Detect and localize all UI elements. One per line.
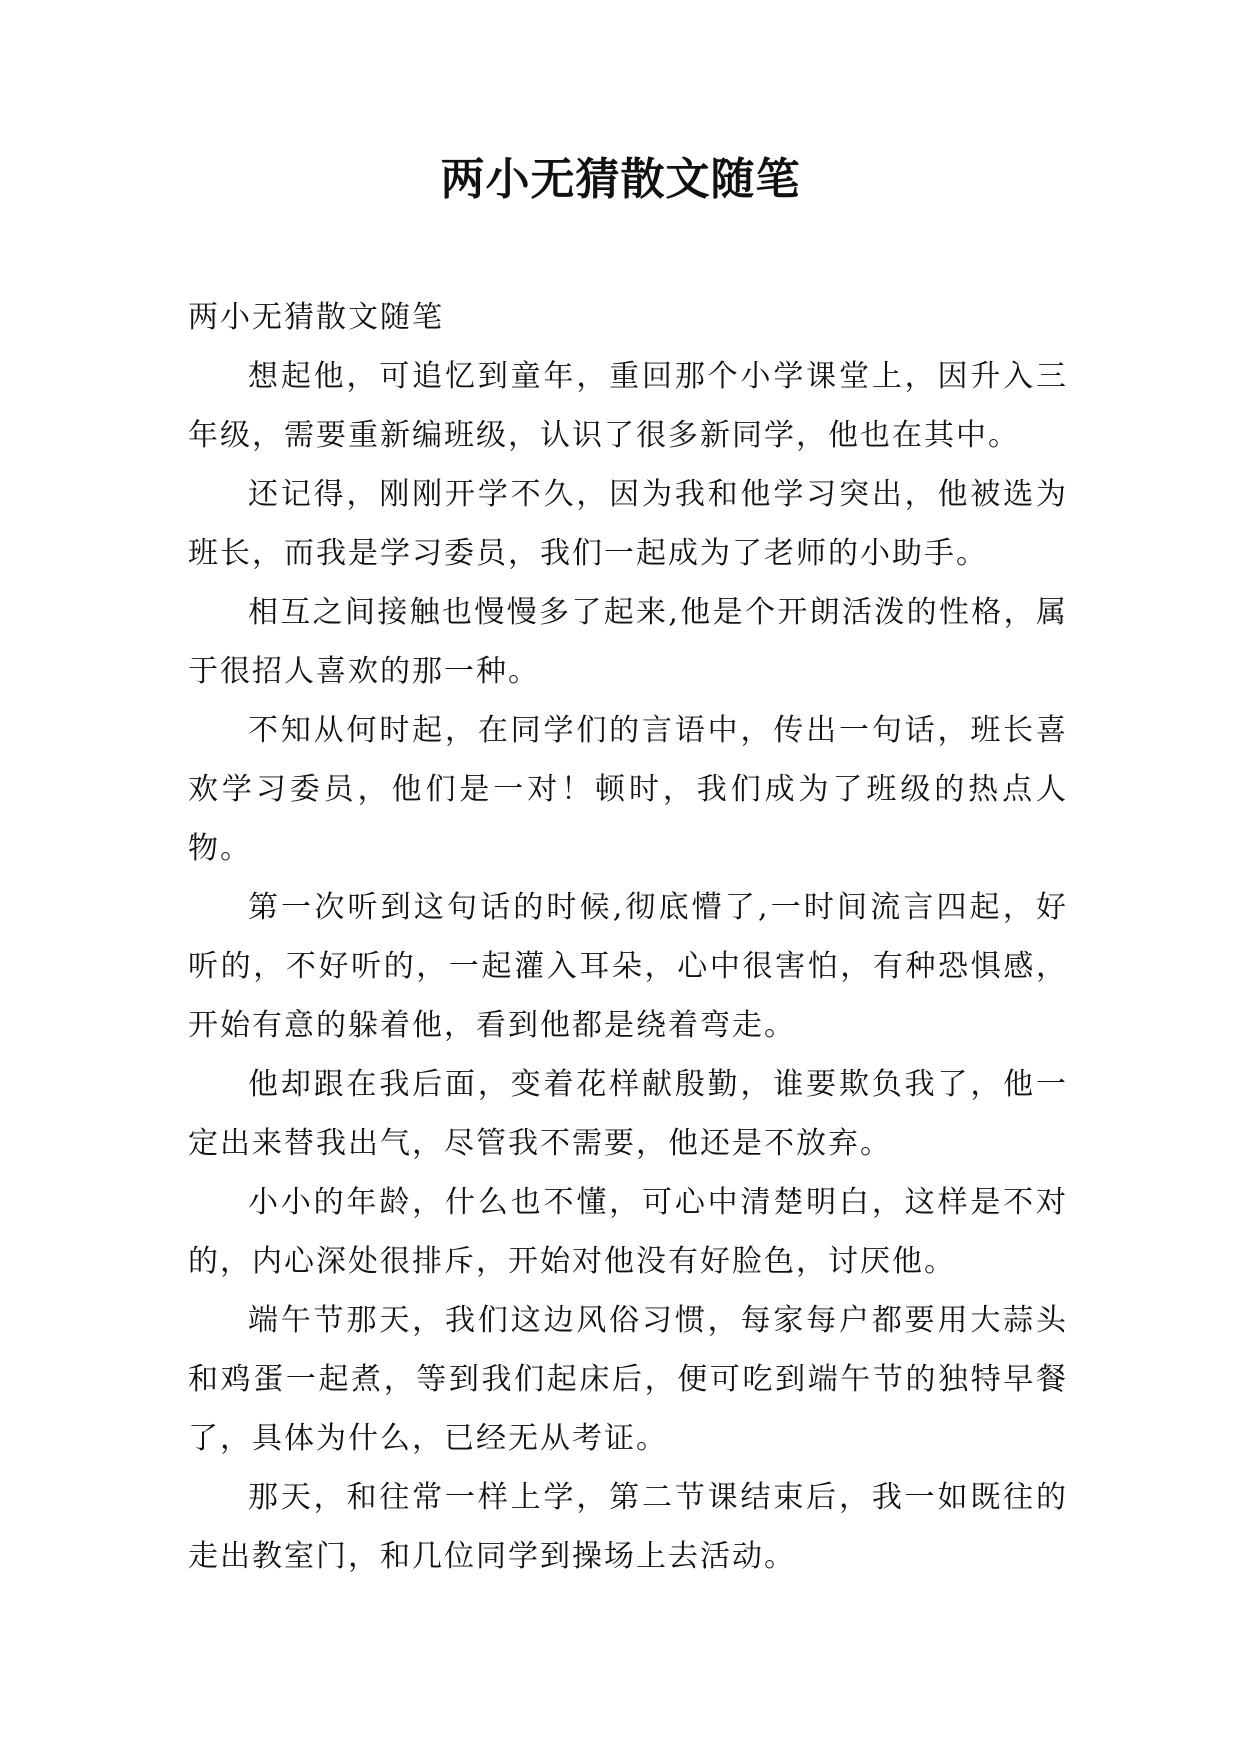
document-body: [188, 288, 1068, 1586]
paragraph-3: 相互之间接触也慢慢多了起来,他是个开朗活泼的性格，属于很招人喜欢的那一种。: [188, 595, 1068, 689]
paragraph-9: 那天，和往常一样上学，第二节课结束后，我一如既往的走出教室门，和几位同学到操场上去活动。: [188, 1480, 1068, 1574]
paragraph-7: 小小的年龄，什么也不懂，可心中清楚明白，这样是不对的，内心深处很排斥，开始对他没有好脸色，讨厌他。: [188, 1185, 1068, 1279]
paragraph-2: 还记得，刚刚开学不久，因为我和他学习突出，他被选为班长，而我是学习委员，我们一起成为了老师的小助手。: [188, 477, 1068, 571]
paragraph-4: 不知从何时起，在同学们的言语中，传出一句话，班长喜欢学习委员，他们是一对！顿时，我们成为了班级的热点人物。: [188, 713, 1068, 866]
paragraph-1: 想起他，可追忆到童年，重回那个小学课堂上，因升入三年级，需要重新编班级，认识了很多新同学，他也在其中。: [188, 359, 1068, 453]
paragraph-5: 第一次听到这句话的时候,彻底懵了,一时间流言四起，好听的，不好听的，一起灌入耳朵，心中很害怕，有种恐惧感，开始有意的躲着他，看到他都是绕着弯走。: [188, 890, 1068, 1043]
document-subtitle: 两小无猜散文随笔: [188, 300, 444, 335]
paragraph-6: 他却跟在我后面，变着花样献殷勤，谁要欺负我了，他一定出来替我出气，尽管我不需要，他还是不放弃。: [188, 1067, 1068, 1161]
paragraph-8: 端午节那天，我们这边风俗习惯，每家每户都要用大蒜头和鸡蛋一起煮，等到我们起床后，便可吃到端午节的独特早餐了，具体为什么，已经无从考证。: [188, 1303, 1068, 1456]
document-title: 两小无猜散文随笔: [440, 154, 801, 205]
